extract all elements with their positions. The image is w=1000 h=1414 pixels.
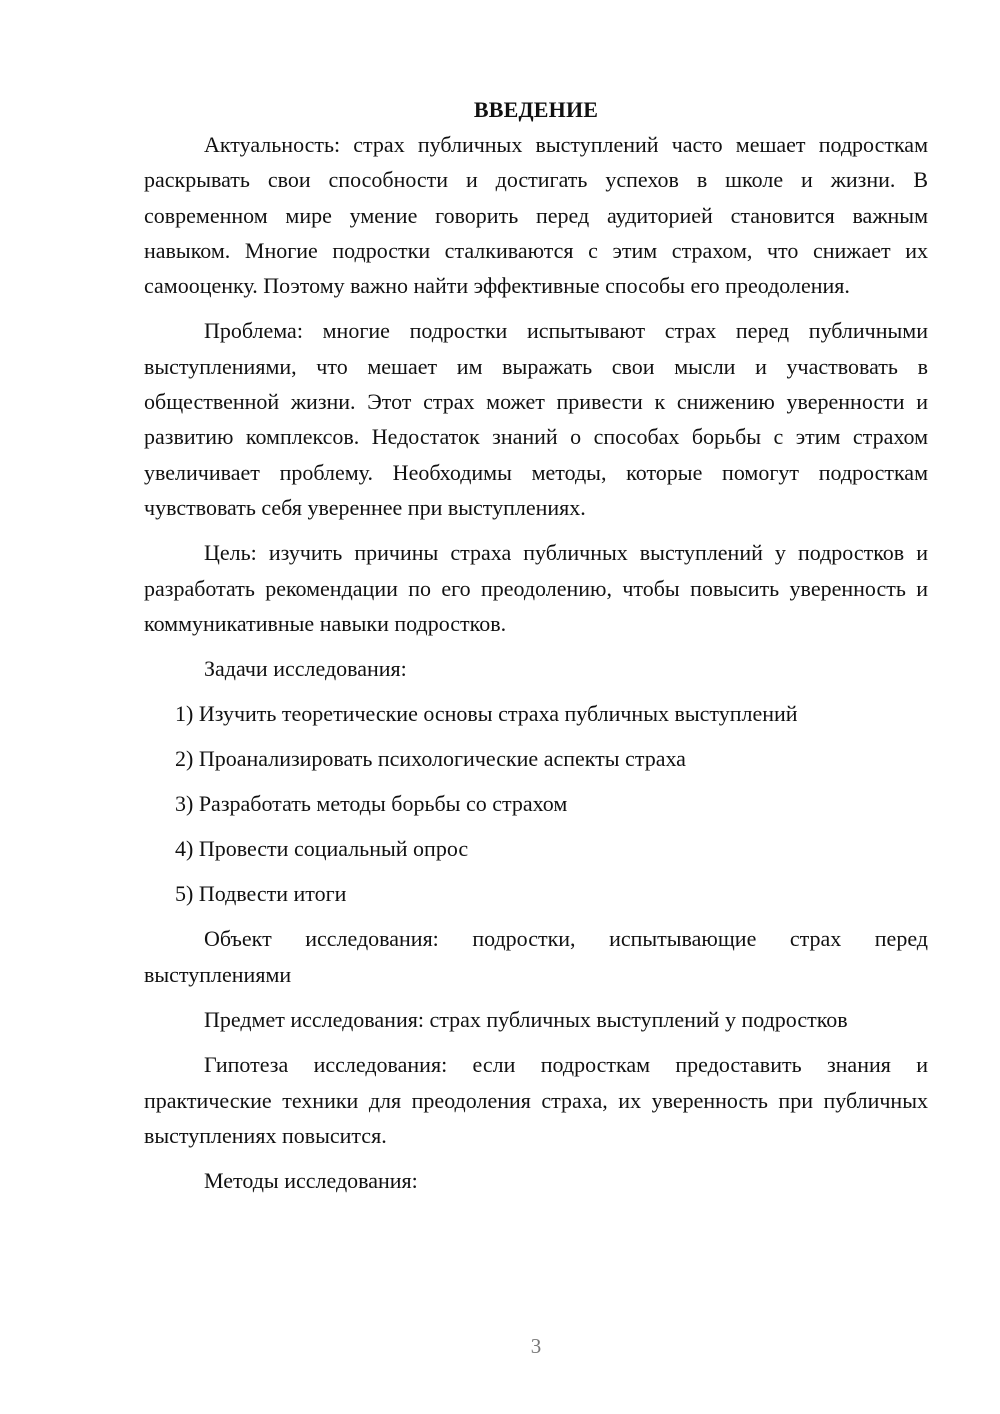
subject-paragraph: Предмет исследования: страх публичных выступлений у подростков: [204, 1007, 848, 1033]
methods-heading: Методы исследования:: [204, 1168, 418, 1194]
goal-paragraph: Цель: изучить причины страха публичных выступлений у подростков и разработать рекомендации по его преодолению, чтобы повысить уверенность и коммуникативные навыки подростков.: [144, 540, 928, 636]
list-item: 1) Изучить теоретические основы страха публичных выступлений: [175, 701, 798, 727]
relevance-paragraph: Актуальность: страх публичных выступлений часто мешает подросткам раскрывать свои способности и достигать успехов в школе и жизни. В современном мире умение говорить перед аудиторией становится важным навыком. Многие подростки сталкиваются с этим страхом, что снижает их самооценку. Поэтому важно найти эффективные способы его преодоления.: [144, 132, 928, 299]
list-item: 2) Проанализировать психологические аспекты страха: [175, 746, 686, 772]
page-content: [144, 92, 928, 1199]
tasks-heading: Задачи исследования:: [204, 656, 407, 682]
object-paragraph: Объект исследования: подростки, испытывающие страх перед выступлениями: [144, 926, 928, 987]
page-number: 3: [530, 1334, 542, 1358]
page-title: ВВЕДЕНИЕ: [473, 97, 599, 122]
hypothesis-paragraph: Гипотеза исследования: если подросткам предоставить знания и практические техники для преодоления страха, их уверенность при публичных выступлениях повысится.: [144, 1052, 928, 1148]
problem-paragraph: Проблема: многие подростки испытывают страх перед публичными выступлениями, что мешает им выражать свои мысли и участвовать в общественной жизни. Этот страх может привести к снижению уверенности и развитию комплексов. Недостаток знаний о способах борьбы с этим страхом увеличивает проблему. Необходимы методы, которые помогут подросткам чувствовать себя увереннее при выступлениях.: [144, 318, 928, 520]
list-item: 5) Подвести итоги: [175, 881, 347, 907]
tasks-list: [144, 696, 928, 911]
list-item: 4) Провести социальный опрос: [175, 836, 469, 862]
list-item: 3) Разработать методы борьбы со страхом: [175, 791, 568, 817]
